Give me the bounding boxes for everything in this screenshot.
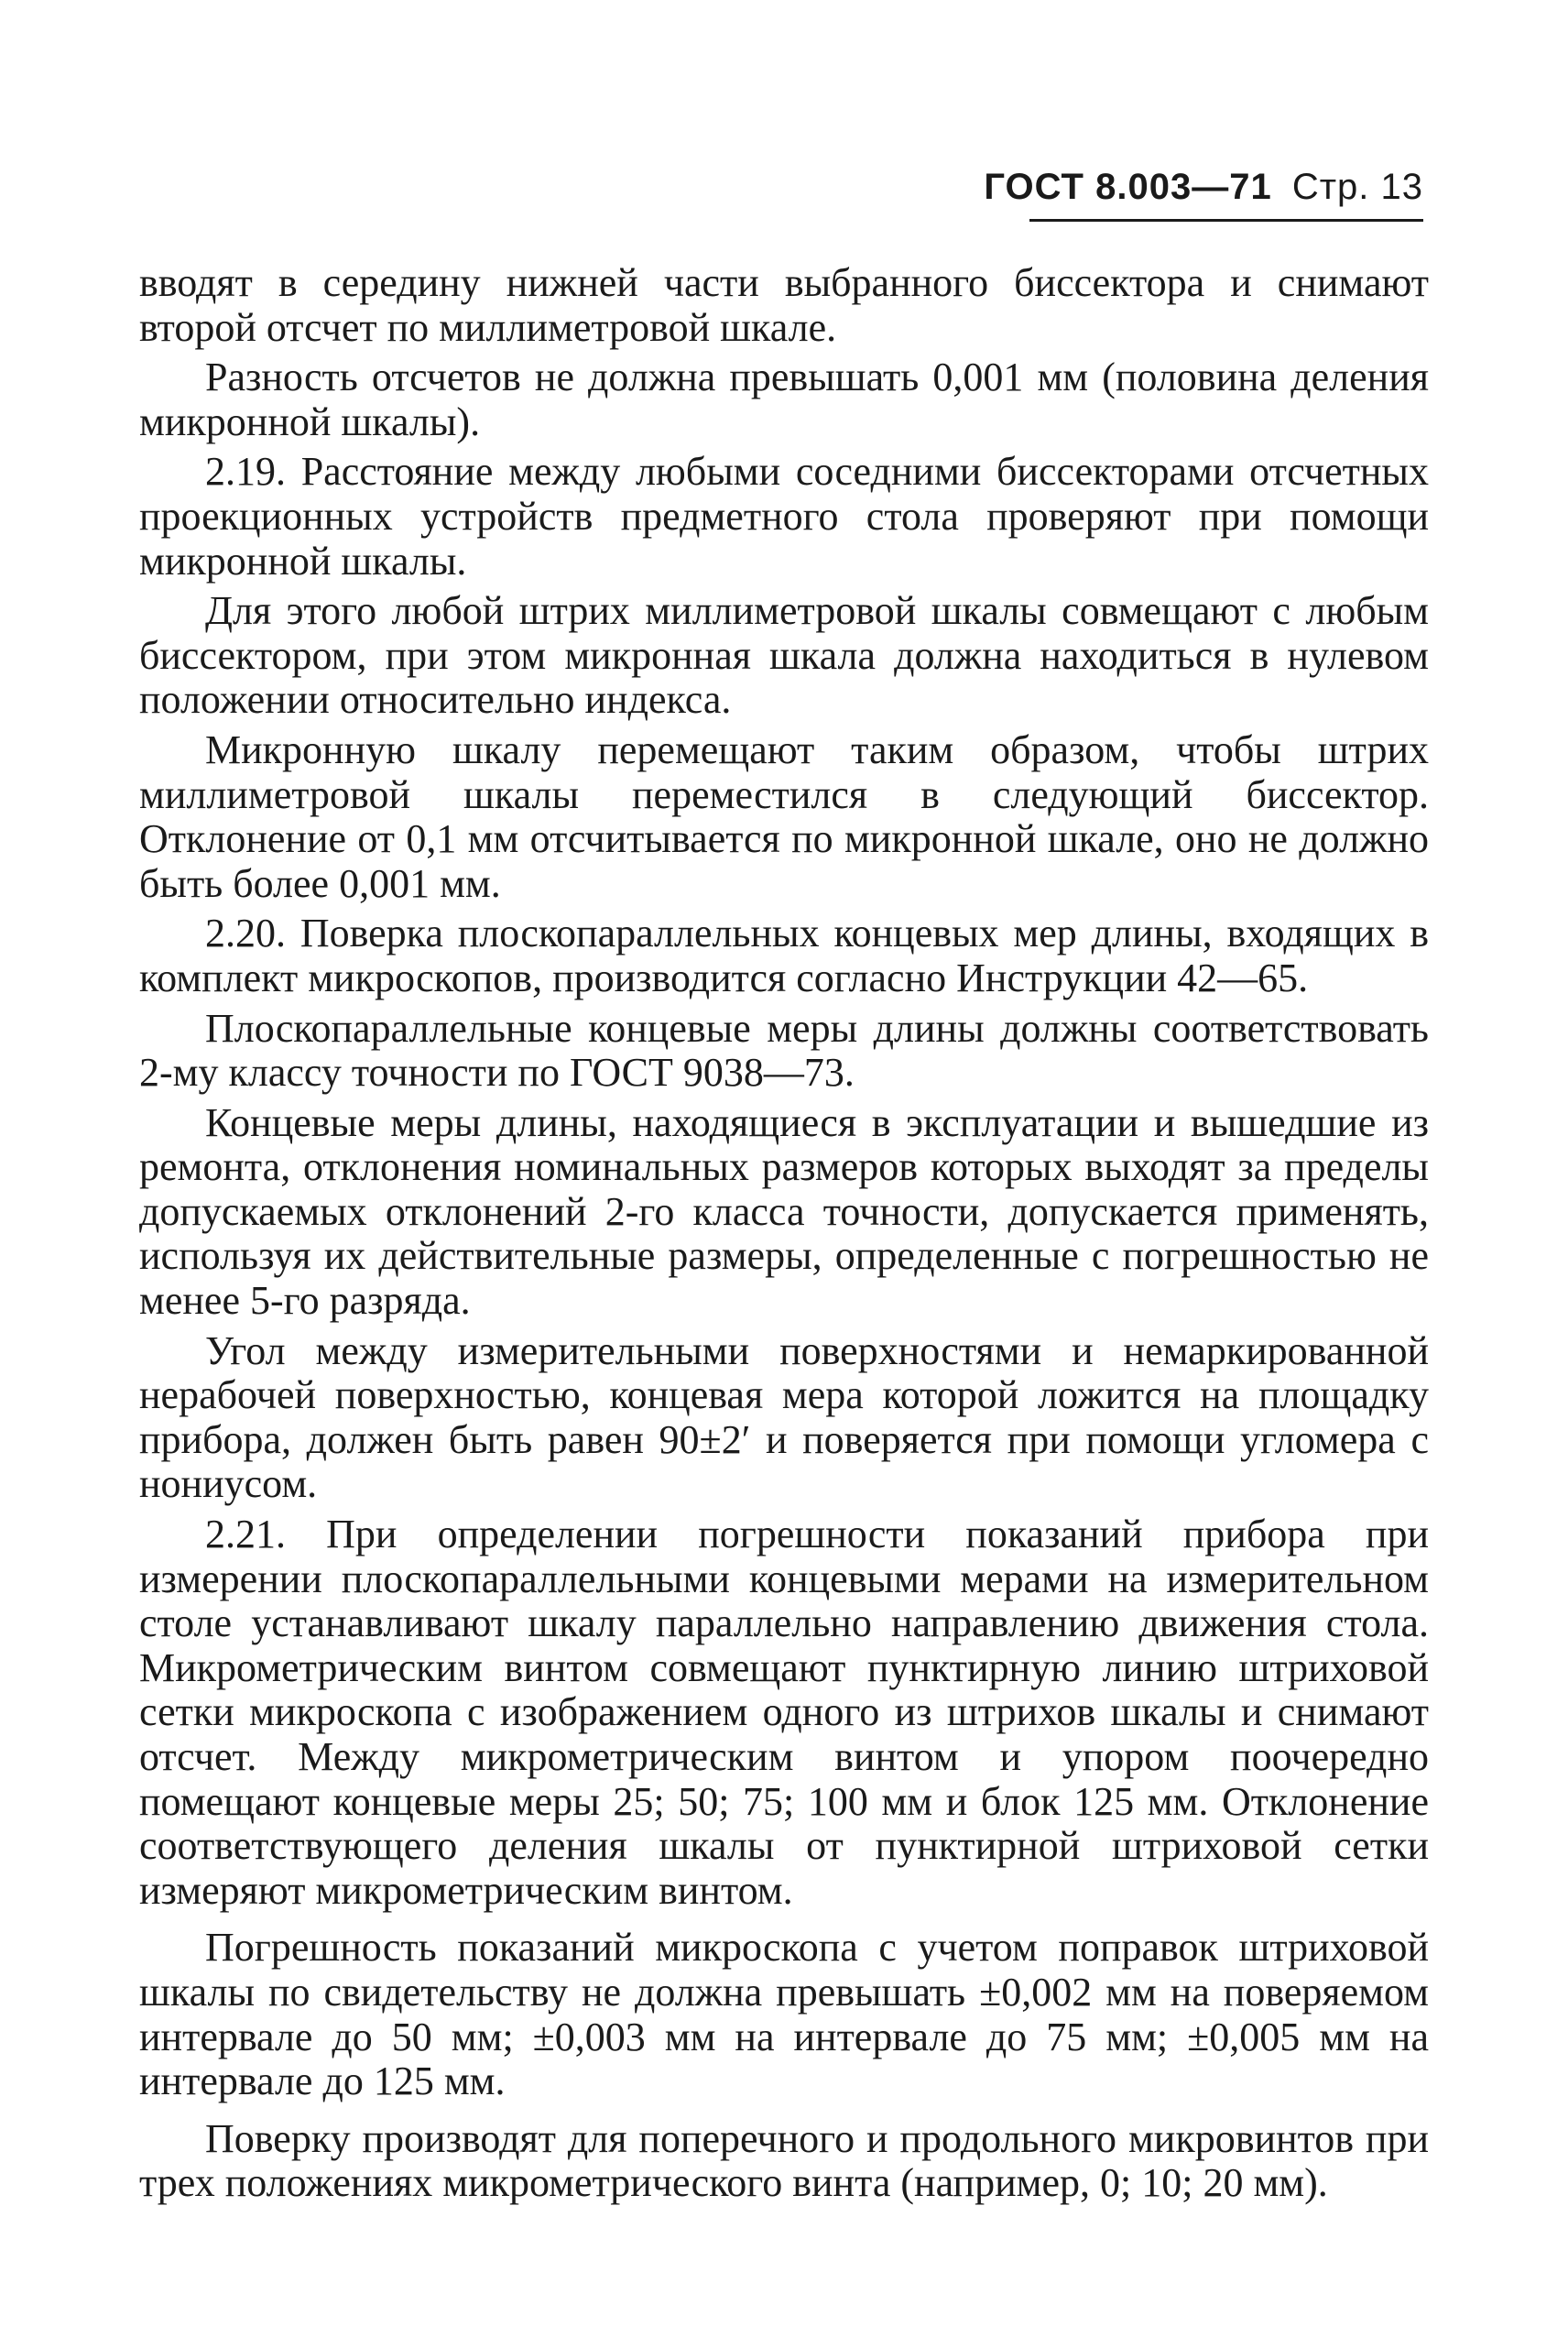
paragraph: Погрешность показаний микроскопа с учетом поправок штриховой шкалы по свидетельству не должна превышать ±0,002 мм на поверяемом интервале до 50 мм; ±0,003 мм на интервале до 75 мм; ±0,005 мм на интервале до 125 мм. [139, 1925, 1429, 2104]
paragraph: Микронную шкалу перемещают таким образом, чтобы штрих миллиметровой шкалы переместился в следующий биссектор. Отклонение от 0,1 мм отсчитывается по микронной шкале, оно не должно быть более 0,001 мм. [139, 726, 1429, 906]
paragraph: Для этого любой штрих миллиметровой шкалы совмещают с любым биссектором, при этом микронная шкала должна находиться в нулевом положении относительно индекса. [139, 588, 1429, 723]
running-header [984, 167, 1423, 208]
paragraph: Плоскопараллельные концевые меры длины должны соответствовать 2-му классу точности по ГОСТ 9038—73. [139, 1005, 1429, 1096]
header-rule [1029, 219, 1423, 222]
paragraph-section-2-21: 2.21. При определении погрешности показаний прибора при измерении плоскопараллельными концевыми мерами на измерительном столе устанавливают шкалу параллельно направлению движения стола. Микрометрическим винтом совмещают пунктирную линию штриховой сетки микроскопа с изображением одного из штрихов шкалы и снимают отсчет. Между микрометрическим винтом и упором поочередно помещают концевые меры 25; 50; 75; 100 мм и блок 125 мм. Отклонение соответствующего деления шкалы от пунктирной штриховой сетки измеряют микрометрическим винтом. [139, 1512, 1429, 1913]
paragraph: Концевые меры длины, находящиеся в эксплуатации и вышедшие из ремонта, отклонения номинальных размеров которых выходят за пределы допускаемых отклонений 2-го класса точности, допускается применять, используя их действительные размеры, определенные с погрешностью не менее 5-го разряда. [139, 1099, 1429, 1324]
paragraph: Поверку производят для поперечного и продольного микровинтов при трех положениях микрометрического винта (например, 0; 10; 20 мм). [139, 2115, 1429, 2206]
paragraph: Угол между измерительными поверхностями и немаркированной нерабочей поверхностью, концевая мера которой ложится на площадку прибора, должен быть равен 90±2′ и поверяется при помощи угломера с нониусом. [139, 1327, 1429, 1507]
paragraph: Разность отсчетов не должна превышать 0,001 мм (половина деления микронной шкалы). [139, 355, 1429, 444]
paragraph-continuation: вводят в середину нижней части выбранного биссектора и снимают второй отсчет по миллиметровой шкале. [139, 260, 1429, 350]
body-text [139, 261, 1429, 2211]
paragraph-section-2-19: 2.19. Расстояние между любыми соседними биссекторами отсчетных проекционных устройств предметного стола проверяют при помощи микронной шкалы. [139, 449, 1429, 584]
page-number: Стр. 13 [1291, 167, 1423, 207]
standard-number: ГОСТ 8.003—71 [984, 167, 1272, 207]
paragraph-section-2-20: 2.20. Поверка плоскопараллельных концевых мер длины, входящих в комплект микроскопов, производится согласно Инструкции 42—65. [139, 911, 1429, 1000]
